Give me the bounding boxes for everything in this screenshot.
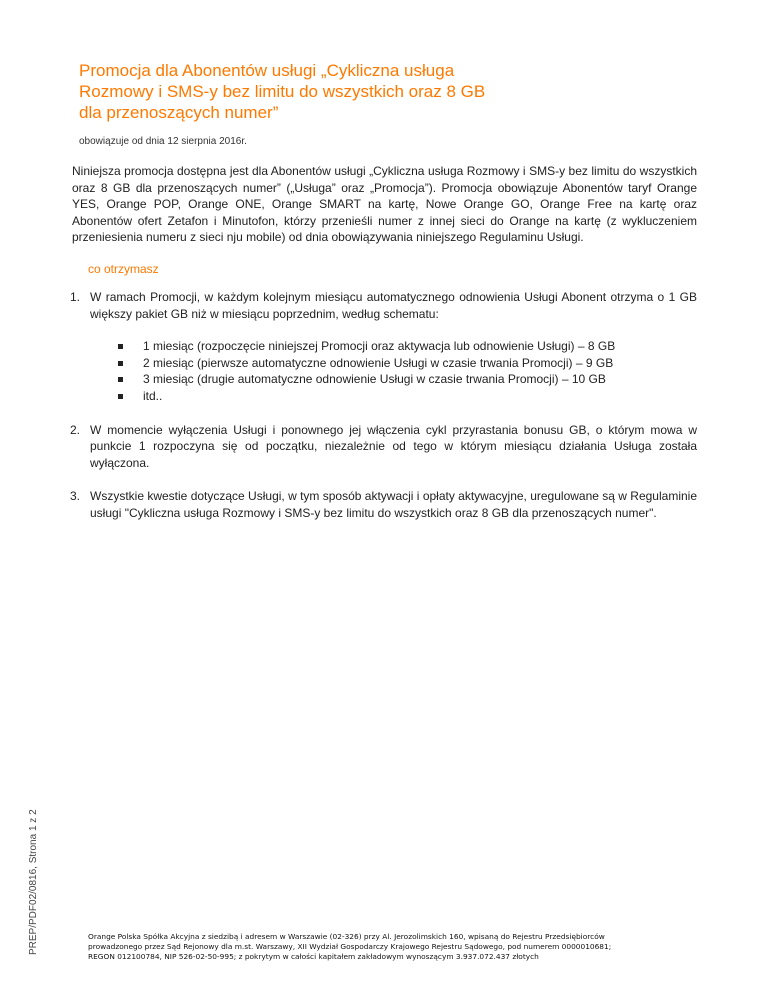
square-bullet-icon [118,361,123,366]
footer-line: REGON 012100784, NIP 526-02-50-995; z pokrytym w całości kapitałem zakładowym wynoszącym 3.937.072.437 złotych [88,952,539,961]
schedule-item [117,371,697,388]
item-text: Wszystkie kwestie dotyczące Usługi, w tym sposób aktywacji i opłaty aktywacyjne, uregulowane są w Regulaminie usługi "Cykliczna usługa Rozmowy i SMS-y bez limitu do wszystkich oraz 8 GB dla przenoszących numer". [90,489,697,520]
item-number: 1. [70,290,81,304]
item-text: W ramach Promocji, w każdym kolejnym miesiącu automatycznego odnowienia Usługi Abonent otrzyma o 1 GB większy pakiet GB niż w miesiącu poprzednim, według schematu: [90,290,697,321]
item-number: 2. [70,422,81,437]
schedule-item [117,355,697,372]
square-bullet-icon [118,394,123,399]
square-bullet-icon [118,377,123,382]
footer-line: Orange Polska Spółka Akcyjna z siedzibą i adresem w Warszawie (02-326) przy Al. Jerozolimskich 160, wpisaną do Rejestru Przedsiębiorców [88,932,605,941]
list-item [70,289,697,405]
list-item [70,422,697,472]
item-text: W momencie wyłączenia Usługi i ponownego jej włączenia cykl przyrastania bonusu GB, o którym mowa w punkcie 1 rozpoczyna się od początku, niezależnie od tego w którym miesiącu działania Usługa została wyłączona. [90,422,697,470]
schedule-text: itd.. [143,388,163,403]
title-line: Promocja dla Abonentów usługi „Cykliczna usługa [79,61,455,80]
schedule-list [90,338,697,404]
list-item [70,488,697,521]
schedule-item [117,338,697,355]
schedule-item [117,388,697,405]
section-heading: co otrzymasz [88,262,159,276]
square-bullet-icon [118,344,123,349]
intro-paragraph: Niniejsza promocja dostępna jest dla Abonentów usługi „Cykliczna usługa Rozmowy i SMS-y bez limitu do wszystkich oraz 8 GB dla przenoszących numer” („Usługa” oraz „Promocja”). Promocja obowiązuje Abonentów taryf Orange YES, Orange POP, Orange ONE, Orange SMART na kartę, Nowe Orange GO, Orange Free na kartę oraz Abonentów ofert Zetafon i Minutofon, którzy przenieśli numer z innej sieci do Orange na kartę (z wykluczeniem przeniesienia numeru z sieci nju mobile) od dnia obowiązywania niniejszego Regulaminu Usługi. [72,164,697,245]
title-line: dla przenoszących numer” [79,103,279,122]
schedule-text: 3 miesiąc (drugie automatyczne odnowienie Usługi w czasie trwania Promocji) – 10 GB [143,372,606,387]
document-title [79,60,559,123]
title-line: Rozmowy i SMS-y bez limitu do wszystkich oraz 8 GB [79,82,486,101]
schedule-text: 1 miesiąc (rozpoczęcie niniejszej Promocji oraz aktywacja lub odnowienie Usługi) – 8 GB [143,339,616,354]
schedule-text: 2 miesiąc (pierwsze automatyczne odnowienie Usługi w czasie trwania Promocji) – 9 GB [143,355,614,370]
legal-footer [88,932,728,962]
document-code: PREP/PDF02/0816, Strona 1 z 2 [28,809,39,955]
item-number: 3. [70,489,81,504]
footer-line: prowadzonego przez Sąd Rejonowy dla m.st. Warszawy, XII Wydział Gospodarczy Krajowego Rejestru Sądowego, pod numerem 0000010681; [88,942,612,951]
effective-date: obowiązuje od dnia 12 sierpnia 2016r. [79,136,247,147]
terms-list [70,289,697,522]
